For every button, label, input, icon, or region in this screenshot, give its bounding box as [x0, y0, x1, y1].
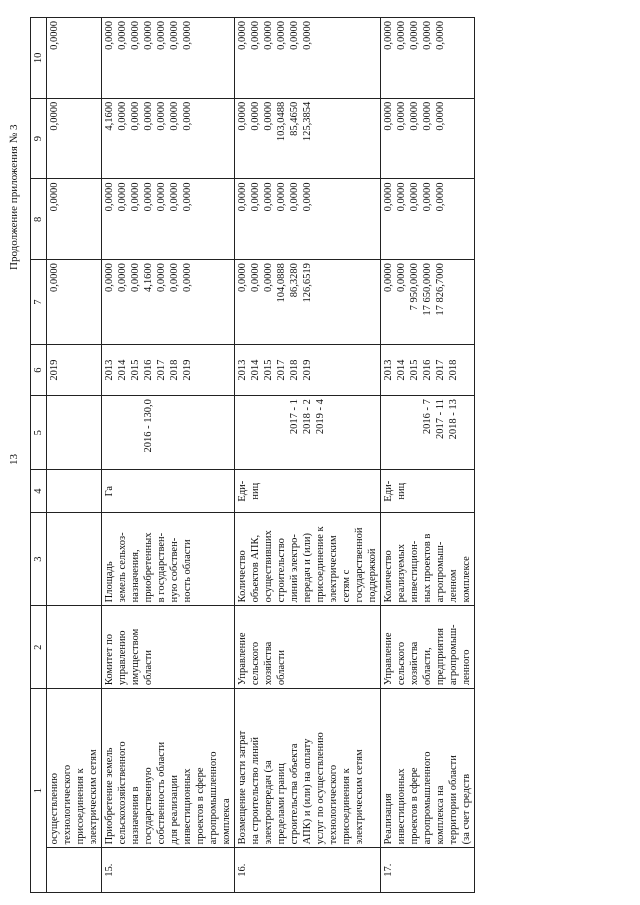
executor-line: имуществом — [130, 628, 141, 686]
value-col-7-line: 104,0888 — [276, 263, 287, 303]
year-line: 2019 — [302, 359, 313, 381]
year-line: 2019 — [182, 359, 193, 381]
value-col-10-line: 0,0000 — [130, 21, 141, 50]
value-col-8-line: 0,0000 — [396, 182, 407, 212]
value-col-7-line: 0,0000 — [117, 263, 128, 293]
value-col-8-line: 0,0000 — [383, 182, 394, 212]
value-col-7-line: 4,1600 — [143, 263, 154, 293]
value-col-10-line: 0,0000 — [435, 21, 446, 50]
program-table — [30, 17, 475, 893]
indicator — [102, 512, 235, 605]
value-col-7-line: 0,0000 — [237, 263, 248, 293]
value-col-9 — [102, 98, 235, 179]
year-line: 2018 — [289, 359, 300, 381]
value-col-8-line: 0,0000 — [250, 182, 261, 212]
value-col-7-line: 0,0000 — [250, 263, 261, 293]
measure-name-line: электрическим сетям — [354, 749, 365, 845]
value-col-9-line: 0,0000 — [396, 101, 407, 131]
year-line: 2018 — [169, 359, 180, 381]
value-col-7-line: 0,0000 — [263, 263, 274, 293]
year — [381, 345, 475, 396]
value-col-7-line: 0,0000 — [182, 263, 193, 293]
indicator-line: в государствен- — [156, 532, 167, 603]
value-col-9-line: 85,4650 — [289, 101, 300, 136]
measure-name-line: (за счет средств — [461, 773, 472, 845]
year-line: 2013 — [104, 359, 115, 381]
value-col-9-line: 0,0000 — [143, 101, 154, 131]
value-col-8-line: 0,0000 — [49, 182, 60, 212]
measure-name-line: для реализации — [169, 775, 180, 845]
table-row — [102, 18, 235, 893]
value-col-10-line: 0,0000 — [276, 21, 287, 50]
value-col-7-line: 0,0000 — [104, 263, 115, 293]
value-col-8 — [102, 179, 235, 260]
year-line: 2017 — [435, 359, 446, 381]
value-col-9 — [47, 98, 102, 179]
target-value — [381, 396, 475, 470]
value-col-8-line: 0,0000 — [169, 182, 180, 212]
unit-line: ниц — [250, 482, 261, 500]
target-value-line: 2016 - 130,0 — [143, 399, 154, 453]
indicator-line: ленном — [448, 569, 459, 603]
table-row — [381, 18, 475, 893]
value-col-8-line: 0,0000 — [263, 182, 274, 212]
value-col-9-line: 0,0000 — [117, 101, 128, 131]
measure-name-line: инвестиционных — [182, 768, 193, 845]
value-col-7 — [381, 260, 475, 345]
value-col-10-line — [447, 21, 460, 95]
target-value — [47, 396, 102, 470]
row-number: 17. — [381, 848, 475, 893]
measure-name-line: агропромышленного — [422, 751, 433, 845]
executor-line: Управление — [237, 632, 248, 686]
executor-line: сельского — [396, 641, 407, 686]
col-header-9: 9 — [31, 98, 47, 179]
column-number-row — [31, 18, 47, 893]
measure-name-line: комплекса — [221, 798, 232, 845]
indicator-line: государственной — [354, 527, 365, 603]
measure-name — [47, 689, 102, 848]
target-value-line: 2017 - 11 — [435, 399, 446, 439]
value-col-7-line: 0,0000 — [156, 263, 167, 293]
year — [235, 345, 381, 396]
year — [47, 345, 102, 396]
executor — [47, 606, 102, 689]
target-value-line — [116, 399, 129, 466]
value-col-7 — [235, 260, 381, 345]
value-col-10 — [235, 18, 381, 99]
value-col-8-line: 0,0000 — [130, 182, 141, 212]
value-col-9-line — [447, 102, 460, 176]
measure-name-line: электропередач (за — [263, 760, 274, 845]
year-line: 2014 — [250, 359, 261, 381]
value-col-10-line: 0,0000 — [104, 21, 115, 50]
target-value-line — [103, 399, 116, 466]
indicator-line: строительство — [276, 538, 287, 603]
year-line: 2015 — [409, 359, 420, 381]
executor — [235, 606, 381, 689]
unit-line: Еди- — [383, 480, 394, 502]
executor-line: сельского — [250, 641, 261, 686]
measure-name-line: Приобретение земель — [104, 747, 115, 845]
indicator-line: Площадь — [104, 561, 115, 603]
value-col-7-line: 0,0000 — [130, 263, 141, 293]
value-col-7-line: 0,0000 — [396, 263, 407, 293]
indicator-line: ных проектов в — [422, 533, 433, 603]
target-value-line: 2017 - 1 — [289, 399, 300, 435]
row-number: 16. — [235, 848, 381, 893]
measure-name-line: АПК) и (или) на оплату — [302, 738, 313, 845]
indicator — [47, 512, 102, 605]
measure-name-line: пределами границ — [276, 763, 287, 845]
value-col-9-line: 103,0488 — [276, 101, 287, 142]
indicator-line: присоединение к — [315, 526, 326, 603]
value-col-7 — [102, 260, 235, 345]
indicator-line: приобретенных — [143, 532, 154, 603]
value-col-8-line: 0,0000 — [182, 182, 193, 212]
indicator-line: агропромыш- — [435, 541, 446, 603]
value-col-10-line: 0,0000 — [383, 21, 394, 50]
value-col-10 — [381, 18, 475, 99]
measure-name-line: территории области — [448, 755, 459, 845]
value-col-10-line: 0,0000 — [49, 21, 60, 50]
target-value-line: 2019 - 4 — [315, 399, 326, 435]
measure-name-line: агропромышленного — [208, 751, 219, 845]
measure-name-line: собственность области — [156, 741, 167, 845]
target-value-line — [236, 399, 249, 466]
executor — [381, 606, 475, 689]
row-number — [47, 848, 102, 893]
indicator-line: сетям с — [341, 569, 352, 603]
target-value-line: 2018 - 13 — [448, 399, 459, 440]
row-number: 15. — [102, 848, 235, 893]
target-value-line: 2018 - 2 — [302, 399, 313, 435]
value-col-10-line: 0,0000 — [237, 21, 248, 50]
year-line: 2019 — [49, 359, 60, 381]
target-value — [235, 396, 381, 470]
unit-line: ниц — [396, 482, 407, 500]
measure-name-line: услуг по осуществлению — [315, 732, 326, 845]
executor-line: Управление — [383, 632, 394, 686]
indicator-line: ную собствен- — [169, 537, 180, 603]
executor-line: управлению — [117, 630, 128, 686]
year-line: 2014 — [117, 359, 128, 381]
target-value — [102, 396, 235, 470]
year-line: 2016 — [143, 359, 154, 381]
year-line: 2016 — [422, 359, 433, 381]
value-col-10-line: 0,0000 — [263, 21, 274, 50]
value-col-8-line: 0,0000 — [409, 182, 420, 212]
indicator — [235, 512, 381, 605]
executor — [102, 606, 235, 689]
target-value-line — [129, 399, 142, 466]
table-row — [47, 18, 102, 893]
value-col-10 — [47, 18, 102, 99]
col-header-3: 3 — [31, 512, 47, 605]
value-col-7-line: 126,6519 — [302, 263, 313, 303]
indicator-line: поддержкой — [367, 548, 378, 603]
value-col-10-line: 0,0000 — [169, 21, 180, 50]
year-line: 2015 — [130, 359, 141, 381]
value-col-7-line: 0,0000 — [169, 263, 180, 293]
value-col-9-line: 4,1600 — [104, 101, 115, 131]
year-line: 2018 — [448, 359, 459, 381]
value-col-10-line: 0,0000 — [302, 21, 313, 50]
indicator-line: осуществивших — [263, 530, 274, 603]
value-col-7-line — [447, 263, 460, 341]
indicator-line: ность области — [182, 539, 193, 603]
value-col-7-line: 7 950,0000 — [409, 263, 420, 311]
value-col-10-line: 0,0000 — [143, 21, 154, 50]
value-col-8-line: 0,0000 — [302, 182, 313, 212]
value-col-9-line: 0,0000 — [250, 101, 261, 131]
value-col-9 — [235, 98, 381, 179]
value-col-9-line: 0,0000 — [422, 101, 433, 131]
value-col-10-line: 0,0000 — [289, 21, 300, 50]
indicator-line: передач и (или) — [302, 533, 313, 603]
executor-line: ленного — [461, 649, 472, 686]
indicator-line: земель сельхоз- — [117, 532, 128, 603]
table-body — [47, 18, 475, 893]
value-col-8-line: 0,0000 — [104, 182, 115, 212]
page-number: 13 — [8, 454, 20, 465]
value-col-7-line: 17 650,0000 — [422, 263, 433, 316]
measure-name-line: государственную — [143, 767, 154, 845]
measure-name-line: инвестиционных — [396, 768, 407, 845]
value-col-9-line: 0,0000 — [130, 101, 141, 131]
indicator-line: электрическим — [328, 535, 339, 603]
indicator-line: комплексе — [461, 556, 472, 603]
executor-line: Комитет по — [104, 633, 115, 686]
unit — [47, 470, 102, 512]
value-col-9-line: 0,0000 — [182, 101, 193, 131]
measure-name-line: Возмещение части затрат — [237, 730, 248, 845]
col-header-7: 7 — [31, 260, 47, 345]
target-value-line — [395, 399, 408, 466]
measure-name-line: сельскохозяйственного — [117, 741, 128, 845]
value-col-8-line: 0,0000 — [117, 182, 128, 212]
executor-line: области — [143, 650, 154, 686]
indicator-line: Количество — [383, 550, 394, 603]
value-col-8-line: 0,0000 — [435, 182, 446, 212]
target-value-line: 2016 - 7 — [422, 399, 433, 435]
year-line: 2017 — [156, 359, 167, 381]
target-value-line — [408, 399, 421, 466]
value-col-8-line: 0,0000 — [422, 182, 433, 212]
target-value-line — [382, 399, 395, 466]
indicator-line: объектов АПК, — [250, 534, 261, 603]
table-row — [235, 18, 381, 893]
value-col-9 — [381, 98, 475, 179]
measure-name-line: строительства объекта — [289, 743, 300, 845]
target-value-line — [275, 399, 288, 466]
year-line: 2014 — [396, 359, 407, 381]
value-col-7-line: 0,0000 — [383, 263, 394, 293]
value-col-10-line: 0,0000 — [117, 21, 128, 50]
value-col-8 — [47, 179, 102, 260]
value-col-7-line: 86,3280 — [289, 263, 300, 298]
measure-name-line: Реализация — [383, 793, 394, 845]
year-line: 2017 — [276, 359, 287, 381]
unit — [381, 470, 475, 512]
value-col-8 — [235, 179, 381, 260]
indicator-line: Количество — [237, 550, 248, 603]
indicator — [381, 512, 475, 605]
col-header-8: 8 — [31, 179, 47, 260]
value-col-10-line: 0,0000 — [396, 21, 407, 50]
executor-line: хозяйства — [263, 641, 274, 686]
value-col-9-line: 0,0000 — [435, 101, 446, 131]
value-col-7 — [47, 260, 102, 345]
year-line: 2013 — [237, 359, 248, 381]
value-col-9-line: 0,0000 — [49, 101, 60, 131]
measure-name — [235, 689, 381, 848]
target-value-line — [249, 399, 262, 466]
value-col-9-line: 0,0000 — [156, 101, 167, 131]
value-col-10-line: 0,0000 — [422, 21, 433, 50]
indicator-line: назначения, — [130, 549, 141, 603]
value-col-7-line: 0,0000 — [49, 263, 60, 293]
value-col-8-line: 0,0000 — [289, 182, 300, 212]
value-col-9-line: 125,3854 — [302, 101, 313, 142]
unit-line: Га — [104, 485, 115, 497]
measure-name-line: электрическим сетям — [88, 749, 99, 845]
col-header-2: 2 — [31, 606, 47, 689]
executor-line: хозяйства — [409, 641, 420, 686]
year-line: 2013 — [383, 359, 394, 381]
unit — [235, 470, 381, 512]
measure-name-line: комплекса на — [435, 785, 446, 845]
measure-name-line: присоединения к — [75, 768, 86, 845]
value-col-8-line: 0,0000 — [276, 182, 287, 212]
value-col-10-line: 0,0000 — [250, 21, 261, 50]
value-col-9-line: 0,0000 — [383, 101, 394, 131]
executor-line: области — [276, 650, 287, 686]
year — [102, 345, 235, 396]
target-value-line — [262, 399, 275, 466]
measure-name-line: проектов в сфере — [409, 767, 420, 845]
value-col-10-line: 0,0000 — [409, 21, 420, 50]
indicator-line: реализуемых — [396, 544, 407, 603]
measure-name-line: проектов в сфере — [195, 767, 206, 845]
unit-line: Еди- — [237, 480, 248, 502]
measure-name — [102, 689, 235, 848]
col-header-10: 10 — [31, 18, 47, 99]
value-col-8-line: 0,0000 — [156, 182, 167, 212]
value-col-8-line — [447, 182, 460, 256]
indicator-line: инвестицион- — [409, 540, 420, 603]
value-col-10-line: 0,0000 — [156, 21, 167, 50]
value-col-7-line: 17 826,7000 — [435, 263, 446, 316]
value-col-8 — [381, 179, 475, 260]
measure-name-line: присоединения к — [341, 768, 352, 845]
executor-line: агропромыш- — [448, 624, 459, 686]
value-col-9-line: 0,0000 — [263, 101, 274, 131]
col-header-1: 1 — [31, 689, 47, 893]
value-col-9-line: 0,0000 — [169, 101, 180, 131]
measure-name-line: назначения в — [130, 786, 141, 845]
measure-name — [381, 689, 475, 848]
col-header-5: 5 — [31, 396, 47, 470]
executor-line: области, — [422, 647, 433, 686]
year-line: 2015 — [263, 359, 274, 381]
executor-line: предприятия — [435, 628, 446, 686]
value-col-9-line: 0,0000 — [409, 101, 420, 131]
value-col-8-line: 0,0000 — [143, 182, 154, 212]
continuation-title: Продолжение приложения № 3 — [8, 124, 20, 270]
measure-name-line: технологического — [62, 764, 73, 845]
value-col-8-line: 0,0000 — [237, 182, 248, 212]
value-col-10-line: 0,0000 — [182, 21, 193, 50]
value-col-10 — [102, 18, 235, 99]
indicator-line: линий электро- — [289, 534, 300, 603]
measure-name-line: технологического — [328, 764, 339, 845]
unit — [102, 470, 235, 512]
col-header-6: 6 — [31, 345, 47, 396]
value-col-9-line: 0,0000 — [237, 101, 248, 131]
measure-name-line: на строительство линий — [250, 737, 261, 845]
col-header-4: 4 — [31, 470, 47, 512]
measure-name-line: осуществлению — [49, 773, 60, 845]
